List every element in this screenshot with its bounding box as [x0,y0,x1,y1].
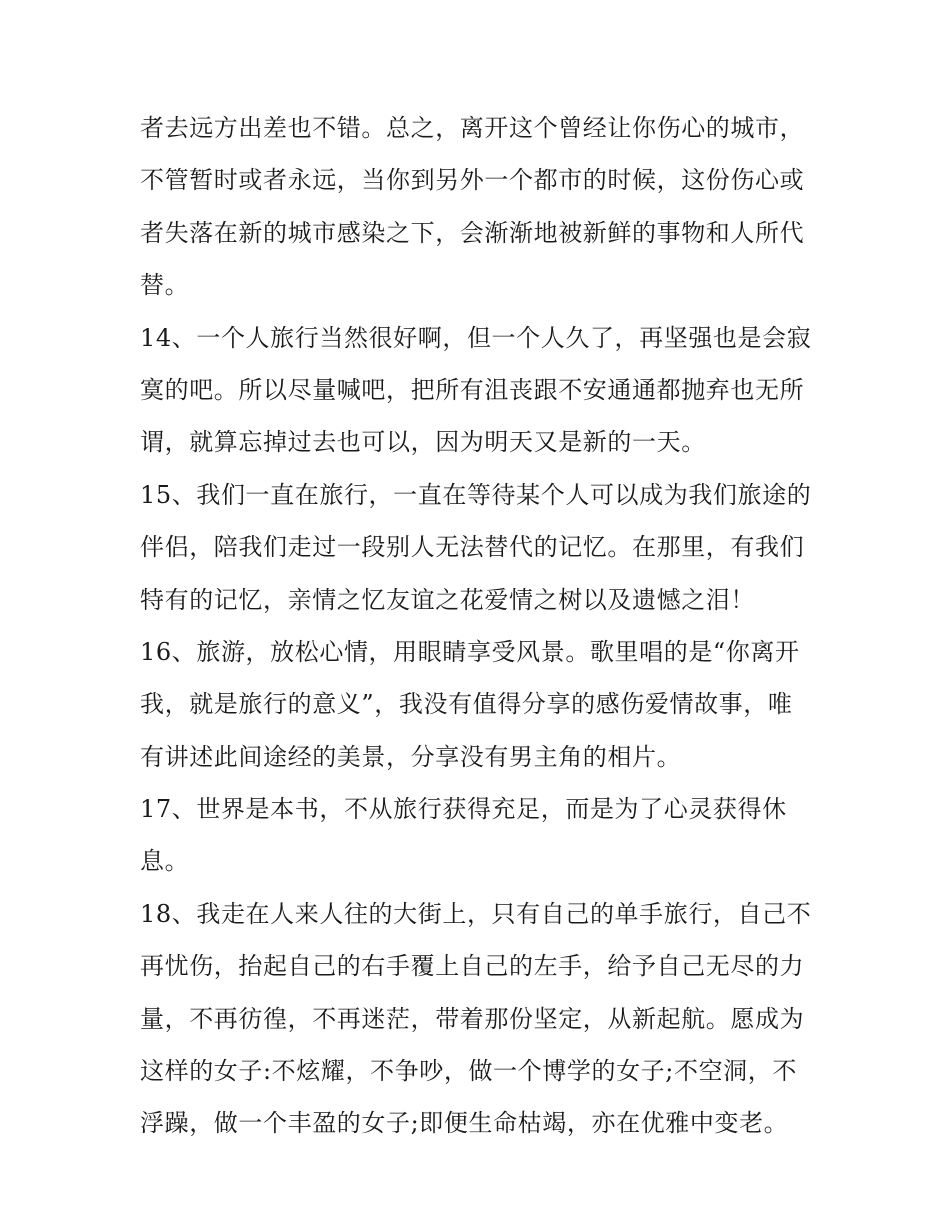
text-line: 15、我们一直在旅行，一直在等待某个人可以成为我们旅途的 [140,480,812,509]
text-line: 我，就是旅行的意义”，我没有值得分享的感伤爱情故事，唯 [140,690,793,719]
text-line: 不管暂时或者永远，当你到另外一个都市的时候，这份伤心或 [140,166,805,195]
body-text [140,102,820,1150]
text-line: 18、我走在人来人往的大街上，只有自己的单手旅行，自己不 [140,899,812,928]
text-line: 替。 [140,271,190,300]
text-line: 特有的记忆，亲情之忆友谊之花爱情之树以及遗憾之泪！ [140,585,755,614]
text-line: 者失落在新的城市感染之下，会渐渐地被新鲜的事物和人所代 [140,218,805,247]
text-line: 14、一个人旅行当然很好啊，但一个人久了，再坚强也是会寂 [140,323,812,352]
text-line: 再忧伤，抬起自己的右手覆上自己的左手，给予自己无尽的力 [140,952,805,981]
text-line: 有讲述此间途经的美景，分享没有男主角的相片。 [140,742,682,771]
text-line: 谓，就算忘掉过去也可以，因为明天又是新的一天。 [140,428,706,457]
text-line: 伴侣，陪我们走过一段别人无法替代的记忆。在那里，有我们 [140,533,805,562]
text-line: 者去远方出差也不错。总之，离开这个曾经让你伤心的城市， [140,114,805,142]
text-line: 寞的吧。所以尽量喊吧，把所有沮丧跟不安通通都抛弃也无所 [140,375,805,404]
text-line: 16、旅游，放松心情，用眼睛享受风景。歌里唱的是“你离开 [140,637,800,666]
text-line: 浮躁，做一个丰盈的女子;即便生命枯竭，亦在优雅中变老。 [140,1109,789,1138]
text-line: 这样的女子:不炫耀，不争吵，做一个博学的女子;不空洞，不 [140,1057,797,1086]
text-line: 17、世界是本书，不从旅行获得充足，而是为了心灵获得休 [140,795,787,824]
text-line: 息。 [140,847,190,876]
text-line: 量，不再彷徨，不再迷茫，带着那份坚定，从新起航。愿成为 [140,1004,805,1033]
